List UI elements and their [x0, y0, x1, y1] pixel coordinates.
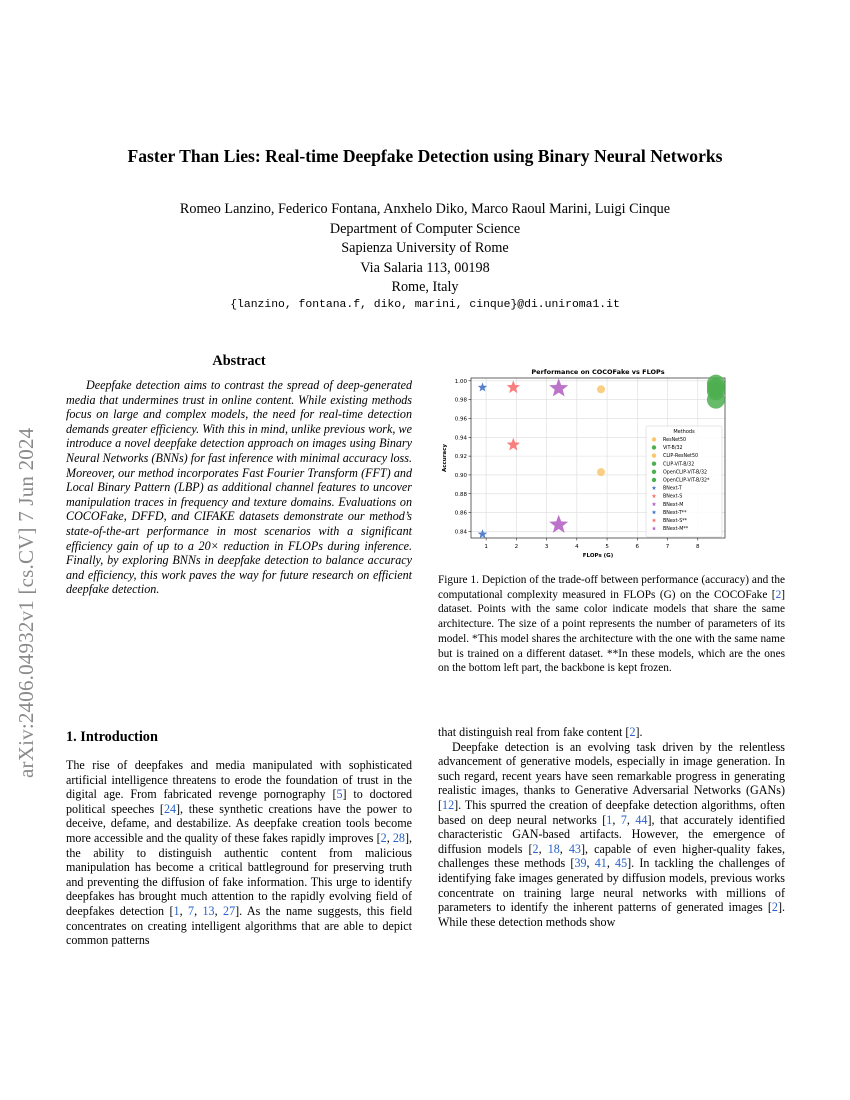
citation-link[interactable]: 1 — [173, 903, 180, 918]
abstract-heading: Abstract — [212, 353, 266, 369]
legend-label: BNext-S** — [663, 519, 688, 524]
legend-label: BNext-T — [663, 486, 682, 492]
text-run: , — [626, 812, 636, 827]
y-tick-label: 0.92 — [454, 454, 467, 461]
abstract-text: Deepfake detection aims to contrast the spread of deep-generated media that undermines trust in online content. While existing methods focus on large and complex models, the need for real-time detection demands greater efficiency. With this in mind, unlike previous work, we introduce a novel deepfake detection approach on images using Binary Neural Networks (BNNs) for fast inference with minimal accuracy loss. Moreover, our method incorporates Fast Fourier Transform (FFT) and Local Binary Pattern (LBP) as additional channel features to uncover manipulation traces in frequency and texture domains. Evaluations on COCOFake, DFFD, and CIFAKE datasets demonstrate our method’s state-of-the-art performance in most scenarios with a significant efficiency gain of up to a 20× reduction in FLOPs during inference. Finally, by exploring BNNs in deepfake detection to balance accuracy and efficiency, this work paves the way for future research on efficient deepfake detection. — [66, 378, 412, 597]
text-run: , — [386, 830, 393, 845]
text-run: , — [586, 856, 595, 871]
y-axis-label: Accuracy — [442, 444, 448, 472]
legend-label: BNext-T** — [663, 510, 687, 516]
y-tick-label: 1.00 — [454, 378, 467, 385]
data-point-bnext-t- — [478, 529, 488, 538]
text-run: ]. As the name suggests, this field concentrates on creating intelligent algorithms that are able to depict common patterns — [66, 903, 413, 948]
text-run: , — [194, 903, 203, 918]
citation-link[interactable]: 12 — [442, 797, 455, 812]
citation-link[interactable]: 28 — [392, 830, 405, 845]
text-run: The rise of deepfakes and media manipulated with sophisticated artificial intelligence threatens to erode the foundation of trust in the digital age. From fabricated revenge pornography [ — [66, 758, 412, 802]
data-point-bnext-s- — [507, 438, 520, 451]
x-tick-label: 1 — [484, 544, 488, 550]
affiliation-line: Via Salaria 113, 00198 — [360, 259, 490, 276]
text-run: , — [179, 903, 189, 918]
x-axis-label: FLOPs (G) — [582, 553, 614, 559]
text-run: , — [538, 841, 548, 856]
citation-link[interactable]: 24 — [163, 801, 177, 816]
legend-label: ResNet50 — [663, 438, 687, 443]
affiliation-line: Rome, Italy — [391, 279, 459, 296]
text-run: ] to doctored political speeches [ — [66, 787, 412, 816]
text-run: , — [559, 841, 569, 856]
data-point-clip-resnet50 — [597, 468, 605, 476]
x-tick-label: 2 — [514, 544, 519, 550]
legend-marker — [652, 470, 656, 474]
legend-label: CLIP-ResNet50 — [663, 454, 699, 460]
text-run: ]. This spurred the creation of deepfake detection algorithms, often based on deep neural networks [ — [438, 797, 785, 827]
text-run: , — [214, 903, 224, 918]
data-point-bnext-s — [507, 380, 520, 393]
y-tick-label: 0.86 — [454, 510, 467, 517]
y-tick-label: 0.84 — [454, 529, 467, 536]
text-run: that distinguish real from fake content [ — [438, 725, 630, 739]
text-run: ], the ability to distinguish authentic content from malicious manipulation has become a critical battleground for preserving truth and preventing the diffusion of fake information. This urge to identify deepfakes has brought much attention to the rapidly evolving field of deepfakes detection [ — [66, 830, 412, 918]
data-point-openclip-vit-b-32- — [707, 391, 725, 409]
author-block — [0, 200, 850, 298]
legend-marker — [652, 478, 656, 482]
citation-link[interactable]: 44 — [635, 812, 648, 827]
chart-title: Performance on COCOFake vs FLOPs — [531, 368, 665, 376]
x-tick-label: 3 — [544, 544, 549, 550]
citation-link[interactable]: 43 — [568, 841, 581, 856]
affiliation-line: Sapienza University of Rome — [341, 240, 509, 257]
citation-link[interactable]: 18 — [547, 841, 560, 856]
legend-label: ViT-B/32 — [663, 446, 683, 452]
paragraph — [438, 725, 785, 740]
citation-link[interactable]: 27 — [223, 903, 236, 918]
arxiv-stamp: arXiv:2406.04932v1 [cs.CV] 7 Jun 2024 — [14, 427, 38, 778]
legend-title: Methods — [673, 429, 695, 435]
text-run: ], capable of even higher-quality fakes, challenges these methods [ — [438, 841, 785, 871]
text-run: Figure 1. Depiction of the trade-off between performance (accuracy) and the computational complexity measured in FLOPs (G) on the COCOFake [ — [438, 574, 785, 601]
citation-link[interactable]: 2 — [629, 725, 636, 739]
data-point-bnext-t — [478, 382, 488, 391]
y-tick-label: 0.88 — [454, 491, 467, 498]
citation-link[interactable]: 2 — [380, 830, 387, 845]
x-tick-label: 8 — [696, 544, 700, 550]
citation-link[interactable]: 41 — [594, 856, 607, 871]
y-tick-label: 0.90 — [454, 472, 467, 479]
legend-marker — [652, 462, 656, 466]
figure-caption — [438, 573, 785, 676]
figure-1-chart — [430, 364, 735, 559]
citation-link[interactable]: 2 — [775, 588, 782, 601]
text-run: , — [606, 856, 616, 871]
citation-link[interactable]: 1 — [606, 812, 613, 827]
text-run: ] dataset. Points with the same color indicate models that share the same architecture. The size of a point represents the number of parameters of its model. *This model shares the architecture with the one with the same name but is trained on a different dataset. **In these models, which are the ones on the bottom left part, the backbone is kept frozen. — [438, 588, 785, 675]
text-run: ], these synthetic creations have the power to deceive, defame, and destabilize. As deepfake creation tools become more accessible and the quality of these fakes rapidly improves [ — [66, 801, 412, 845]
legend-label: BNext-M** — [663, 527, 689, 533]
citation-link[interactable]: 39 — [574, 856, 587, 871]
text-run: Deepfake detection is an evolving task driven by the relentless advancement of generative models, especially in image generation. In such regard, recent years have seen remarkable progress in generating realistic images, thanks to Generative Adversarial Networks (GANs) [ — [438, 739, 785, 812]
y-tick-label: 0.96 — [454, 416, 467, 423]
citation-link[interactable]: 2 — [771, 900, 778, 915]
citation-link[interactable]: 7 — [620, 812, 627, 827]
data-point-bnext-m- — [549, 515, 568, 533]
text-run: , — [612, 812, 621, 827]
x-tick-label: 5 — [605, 544, 609, 550]
legend-label: OpenCLIP-ViT-B/32* — [663, 478, 710, 484]
text-run: ], that accurately identified characteristic GAN-based artifacts. However, the emergence of diffusion models [ — [438, 812, 786, 856]
legend-marker — [652, 437, 656, 441]
legend-marker — [652, 445, 656, 449]
author-emails: {lanzino, fontana.f, diko, marini, cinque}@di.uniroma1.it — [230, 299, 620, 311]
citation-link[interactable]: 7 — [188, 903, 195, 918]
legend-label: OpenCLIP-ViT-B/32 — [663, 470, 708, 476]
legend-label: CLIP-ViT-B/32 — [663, 462, 695, 468]
authors: Romeo Lanzino, Federico Fontana, Anxhelo Diko, Marco Raoul Marini, Luigi Cinque — [179, 201, 671, 217]
text-run: ]. In tackling the challenges of identifying fake images generated by diffusion models, previous works concentrate on training large neural networks with millions of parameters to identify the inherent patterns of generated images [ — [438, 856, 785, 915]
legend-label: BNext-S — [663, 494, 683, 500]
citation-link[interactable]: 13 — [202, 903, 215, 918]
legend-marker — [652, 453, 656, 457]
x-tick-label: 4 — [575, 544, 579, 550]
paragraph — [438, 740, 785, 930]
right-column-text — [438, 725, 785, 929]
citation-link[interactable]: 45 — [615, 856, 628, 871]
intro-paragraph — [66, 758, 412, 948]
text-run: ]. — [635, 725, 643, 739]
citation-link[interactable]: 2 — [532, 841, 539, 856]
affiliation-line: Department of Computer Science — [329, 220, 521, 237]
y-tick-label: 0.98 — [454, 397, 467, 404]
data-point-resnet50 — [597, 385, 605, 393]
citation-link[interactable]: 5 — [336, 787, 343, 802]
y-tick-label: 0.94 — [454, 435, 467, 442]
x-tick-label: 7 — [665, 544, 670, 550]
x-tick-label: 6 — [635, 544, 640, 550]
text-run: ]. While these detection methods show — [438, 900, 785, 929]
section-heading-introduction: 1. Introduction — [66, 729, 158, 745]
paper-title: Faster Than Lies: Real-time Deepfake Detection using Binary Neural Networks — [127, 146, 723, 166]
legend-label: BNext-M — [663, 502, 684, 508]
